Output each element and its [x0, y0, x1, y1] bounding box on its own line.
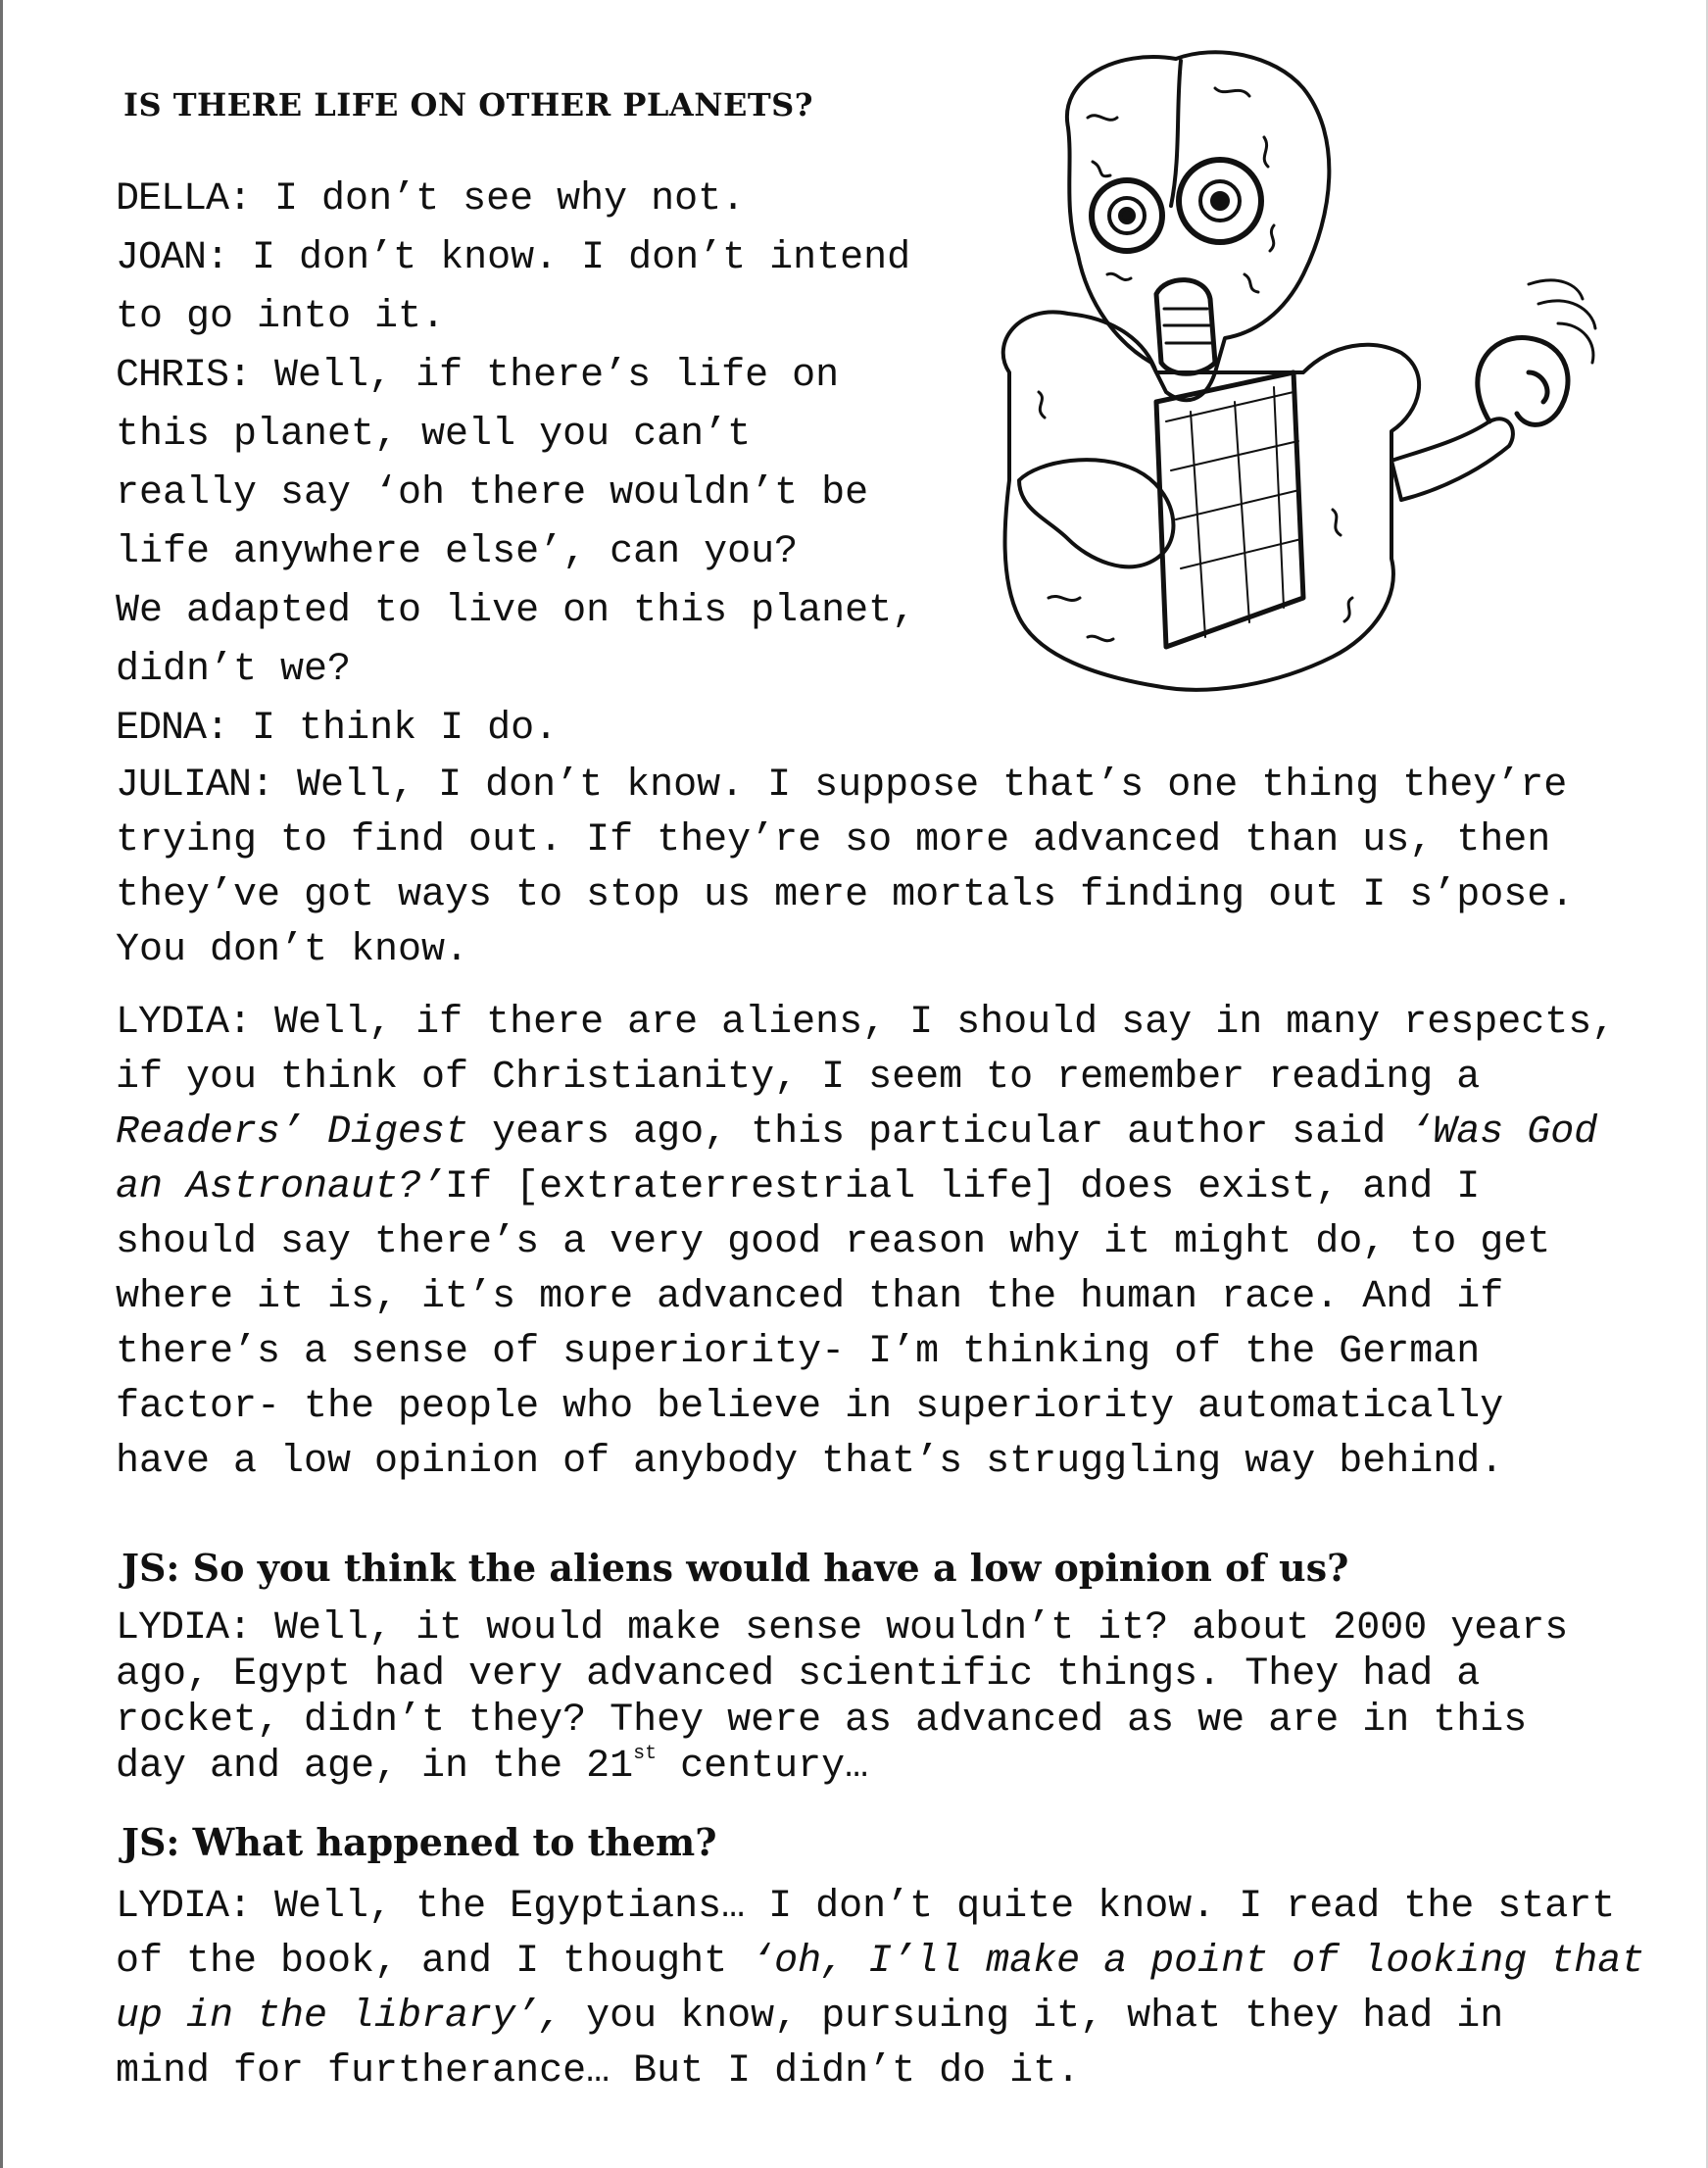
answer-line: factor- the people who believe in superiority automatically: [116, 1385, 1504, 1429]
answer-line: they’ve got ways to stop us mere mortals finding out I s’pose.: [116, 873, 1575, 917]
quoted-title: ‘Was God: [1409, 1110, 1598, 1155]
page-title: IS THERE LIFE ON OTHER PLANETS?: [123, 86, 814, 123]
answer-line: [116, 759, 1605, 813]
speaker-label: CHRIS:: [116, 354, 252, 398]
answer-text: I don’t know. I don’t intend: [252, 236, 911, 280]
answer-joan: [116, 229, 1605, 288]
answer-julian: [116, 759, 1605, 978]
answer-text: you know, pursuing it, what they had in: [562, 1995, 1504, 2039]
answer-line: [116, 1935, 1645, 1990]
answer-line: [116, 1605, 1605, 1651]
answer-chris: [116, 347, 1605, 406]
answer-text: day and age, in the 21: [116, 1745, 634, 1789]
answer-line: [116, 1880, 1616, 1935]
interviewer-question: JS: What happened to them?: [122, 1820, 717, 1864]
answer-text: I don’t see why not.: [274, 177, 746, 222]
answer-line: really say ‘oh there wouldn’t be: [116, 471, 869, 516]
speaker-label: JOAN:: [116, 236, 229, 280]
answer-lydia-book: [116, 1880, 1645, 2099]
ordinal-suffix: st: [633, 1743, 658, 1765]
answer-line: have a low opinion of anybody that’s struggling way behind.: [116, 1440, 1504, 1484]
answer-text: Well, the Egyptians… I don’t quite know. I read the start: [274, 1885, 1616, 1929]
answer-text: Well, if there are aliens, I should say in many respects,: [274, 1001, 1616, 1045]
answer-lydia-egypt: [116, 1605, 1605, 1790]
answer-text: I think I do.: [252, 707, 559, 751]
interviewer-question: JS: So you think the aliens would have a low opinion of us?: [122, 1546, 1349, 1590]
speaker-label: JULIAN:: [116, 764, 274, 808]
answer-line: this planet, well you can’t: [116, 413, 752, 457]
answer-text: century…: [657, 1745, 869, 1789]
speaker-label: LYDIA:: [116, 1606, 252, 1651]
speaker-label: LYDIA:: [116, 1001, 252, 1045]
page-left-edge: [0, 0, 3, 2168]
answer-line: to go into it.: [116, 295, 446, 339]
answer-della: [116, 171, 1605, 229]
section-short-answers: [116, 171, 1605, 759]
interview-document: [116, 69, 1645, 2117]
answer-line: We adapted to live on this planet,: [116, 589, 916, 633]
answer-line: [116, 1106, 1605, 1160]
answer-text: Well, I don’t know. I suppose that’s one thing they’re: [297, 764, 1568, 808]
answer-line: [116, 1744, 1605, 1790]
answer-line: [116, 996, 1616, 1051]
answer-line: there’s a sense of superiority- I’m thinking of the German: [116, 1330, 1481, 1374]
answer-line: trying to find out. If they’re so more advanced than us, then: [116, 818, 1551, 862]
quoted-thought: up in the library’,: [116, 1995, 563, 2039]
answer-text: Well, it would make sense wouldn’t it? about 2000 years: [274, 1606, 1569, 1651]
answer-text: If [extraterrestrial life] does exist, and I: [445, 1165, 1481, 1209]
answer-text: years ago, this particular author said: [468, 1110, 1410, 1155]
answer-line: rocket, didn’t they? They were as advanced as we are in this: [116, 1699, 1528, 1743]
book-title: Readers’ Digest: [116, 1110, 469, 1155]
answer-text: Well, if there’s life on: [274, 354, 840, 398]
answer-line: where it is, it’s more advanced than the human race. And if: [116, 1275, 1504, 1319]
answer-line: life anywhere else’, can you?: [116, 530, 799, 574]
answer-line: if you think of Christianity, I seem to remember reading a: [116, 1056, 1481, 1100]
answer-edna: [116, 700, 1605, 759]
answer-line: ago, Egypt had very advanced scientific things. They had a: [116, 1652, 1481, 1697]
answer-line: mind for furtherance… But I didn’t do it.: [116, 2049, 1081, 2094]
speaker-label: LYDIA:: [116, 1885, 252, 1929]
answer-line: [116, 1990, 1605, 2045]
speaker-label: DELLA:: [116, 177, 252, 222]
answer-lydia-aliens: [116, 996, 1616, 1490]
quoted-title: an Astronaut?’: [116, 1165, 446, 1209]
quoted-thought: ‘oh, I’ll make a point of looking that: [751, 1940, 1645, 1984]
answer-text: of the book, and I thought: [116, 1940, 752, 1984]
answer-line: should say there’s a very good reason why it might do, to get: [116, 1220, 1551, 1264]
answer-line: You don’t know.: [116, 928, 469, 972]
speaker-label: EDNA:: [116, 707, 229, 751]
answer-line: didn’t we?: [116, 648, 352, 692]
answer-line: [116, 1160, 1605, 1215]
